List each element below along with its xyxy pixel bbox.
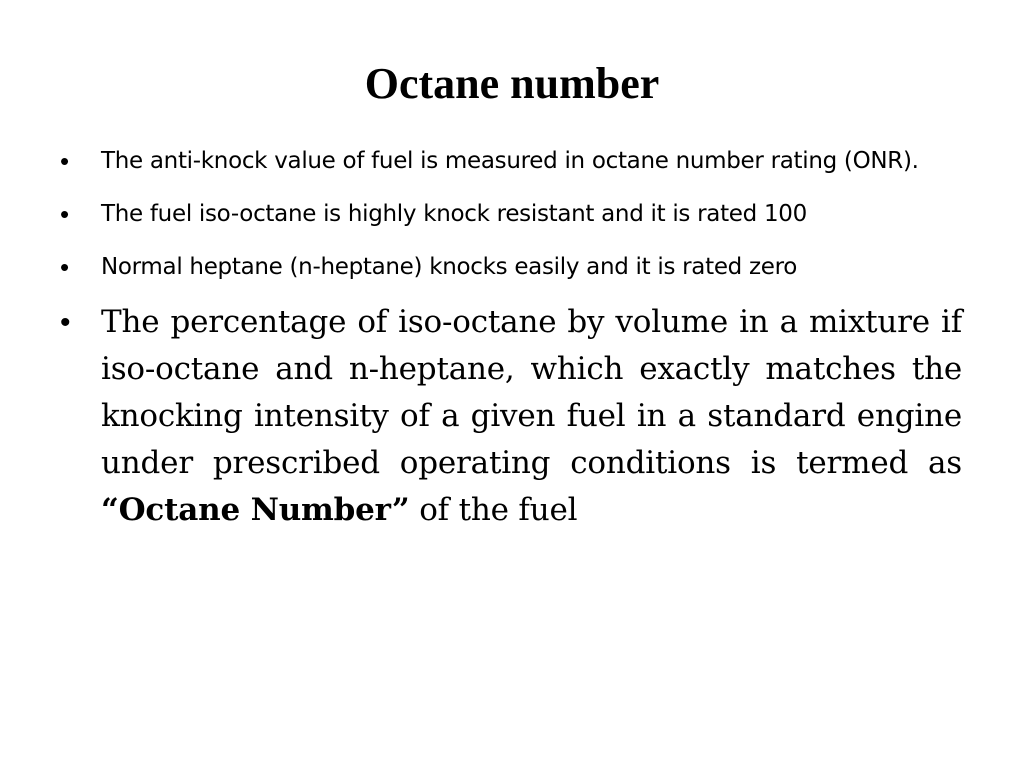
bullet-item-iso-octane <box>60 193 962 235</box>
bullet-item-onr <box>60 140 962 182</box>
slide-title: Octane number <box>364 59 660 108</box>
bullet-list <box>60 140 962 534</box>
bullet-text: The fuel iso-octane is highly knock resistant and it is rated 100 <box>101 201 807 227</box>
bullet-item-n-heptane <box>60 246 962 288</box>
octane-number-emphasis: “Octane Number” <box>101 492 410 528</box>
definition-text-end: of the fuel <box>409 492 578 528</box>
bullet-item-definition <box>60 299 962 534</box>
bullet-text: Normal heptane (n-heptane) knocks easily and it is rated zero <box>101 254 798 280</box>
definition-text-start: The percentage of iso-octane by volume in a mixture if iso-octane and n-heptane, which exactly matches the knocking intensity of a given fuel in a standard engine under prescribed operating conditions is termed as <box>101 304 962 481</box>
bullet-text: The anti-knock value of fuel is measured in octane number rating (ONR). <box>101 148 919 174</box>
